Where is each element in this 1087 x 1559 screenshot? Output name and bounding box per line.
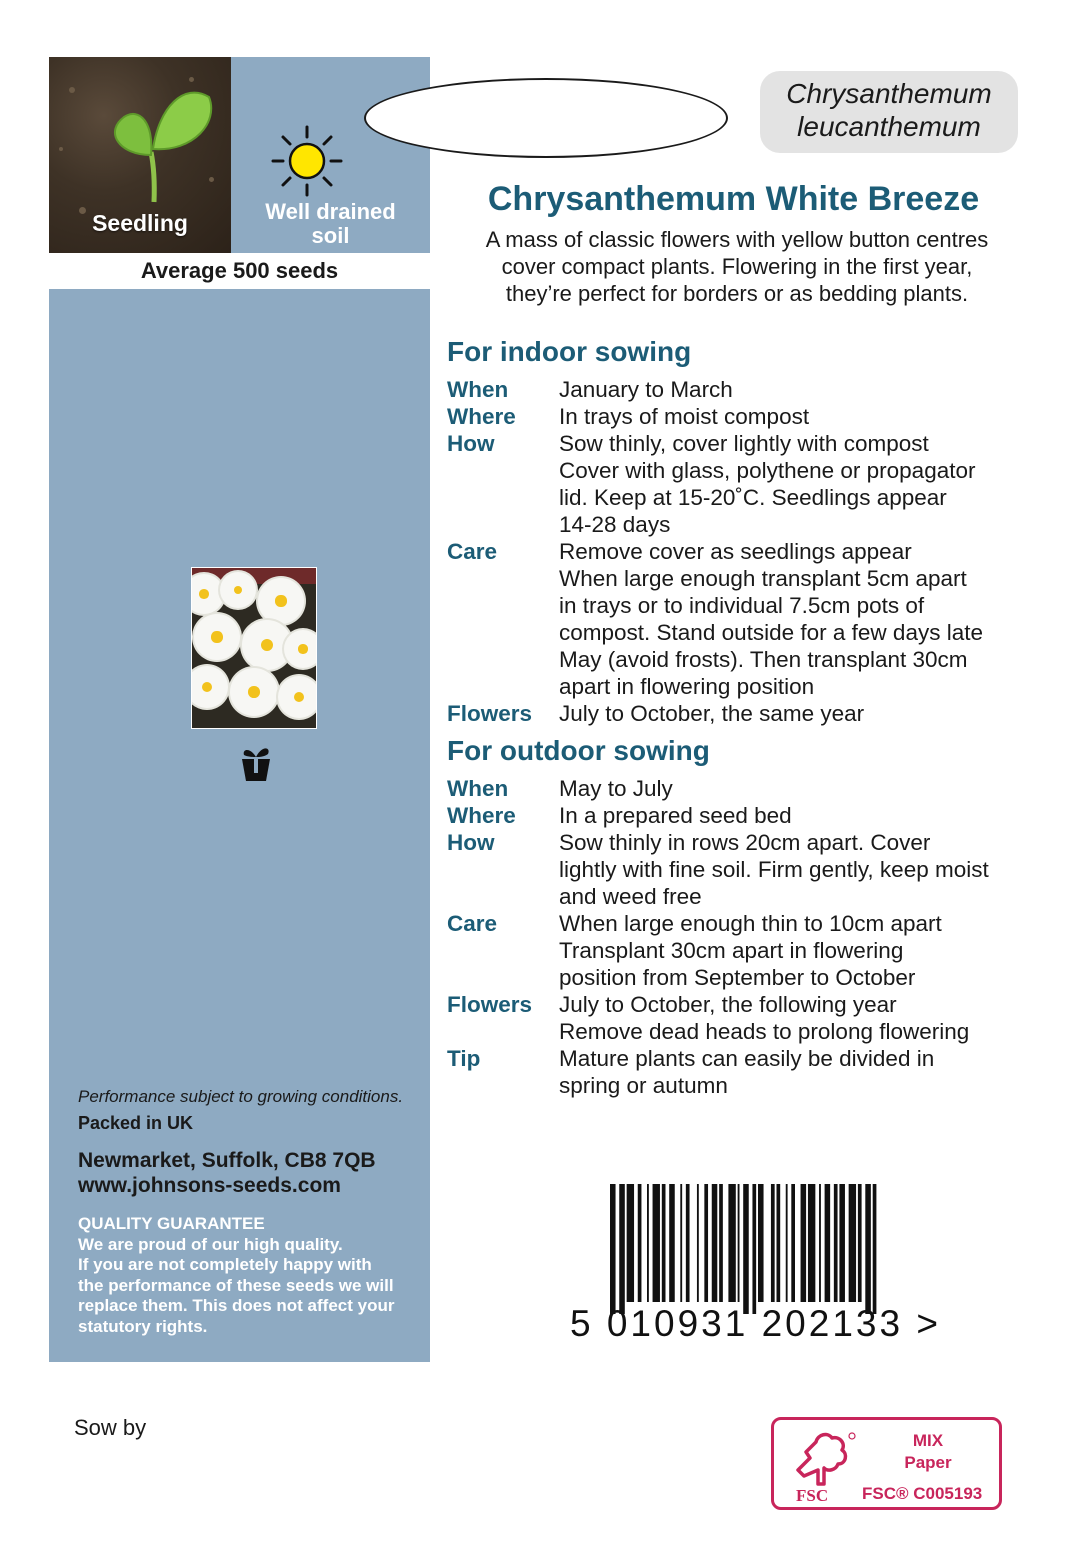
address-line: Newmarket, Suffolk, CB8 7QB: [78, 1149, 376, 1172]
row-value-line: Remove cover as seedlings appear: [559, 539, 912, 564]
fsc-mix-paper: [864, 1430, 992, 1474]
barcode-bar: [791, 1184, 795, 1302]
sun-icon: [269, 123, 345, 199]
barcode-bar: [743, 1184, 749, 1314]
row-key: Flowers: [447, 701, 533, 726]
latin-name: [760, 71, 1018, 153]
outdoor-row-where: [447, 802, 1037, 829]
row-key: How: [447, 431, 495, 456]
row-value-line: July to October, the following year: [559, 992, 897, 1017]
barcode-bar: [686, 1184, 690, 1302]
row-key: Tip: [447, 1046, 481, 1071]
website-link: www.johnsons-seeds.com: [78, 1174, 341, 1197]
soil-label: [231, 200, 430, 248]
quality-guarantee: [78, 1214, 428, 1337]
row-value: [559, 430, 1037, 538]
row-value-line: position from September to October: [559, 965, 916, 990]
row-key: Care: [447, 539, 498, 564]
soil-label-line1: Well drained: [265, 199, 396, 224]
row-value: [559, 991, 1037, 1045]
barcode-bar: [662, 1184, 666, 1302]
company-address: [78, 1148, 428, 1198]
row-key: When: [447, 776, 509, 801]
sun-info: [231, 57, 430, 253]
average-seeds: Average 500 seeds: [49, 253, 430, 290]
row-value-line: Sow thinly in rows 20cm apart. Cover: [559, 830, 931, 855]
row-value-line: Mature plants can easily be divided in: [559, 1046, 935, 1071]
row-value-line: In trays of moist compost: [559, 404, 810, 429]
indoor-sowing-heading: For indoor sowing: [447, 336, 692, 367]
quality-line: If you are not completely happy with: [78, 1255, 372, 1274]
row-key: When: [447, 377, 509, 402]
outdoor-row-when: [447, 775, 1037, 802]
row-value-line: Remove dead heads to prolong flowering: [559, 1019, 970, 1044]
barcode-bar: [865, 1184, 871, 1314]
indoor-row-care: [447, 538, 1037, 700]
row-key: Care: [447, 911, 498, 936]
description-line: cover compact plants. Flowering in the first year,: [501, 254, 973, 279]
latin-name-line2: leucanthemum: [797, 111, 981, 142]
indoor-row-how: [447, 430, 1037, 538]
description-line: they’re perfect for borders or as bedding plants.: [505, 281, 969, 306]
row-value-line: July to October, the same year: [559, 701, 865, 726]
row-value: [559, 700, 1037, 727]
row-value-line: 14-28 days: [559, 512, 671, 537]
barcode-bar: [669, 1184, 675, 1302]
product-title: Chrysanthemum White Breeze: [487, 180, 980, 218]
row-value: [559, 802, 1037, 829]
barcode-bar: [873, 1184, 877, 1314]
row-value: [559, 403, 1037, 430]
row-value: [559, 538, 1037, 700]
row-value: [559, 775, 1037, 802]
row-value-line: lid. Keep at 15-20˚C. Seedlings appear: [559, 485, 947, 510]
barcode-bar: [758, 1184, 764, 1302]
fsc-logo-word: FSC: [796, 1486, 829, 1505]
row-value-line: May to July: [559, 776, 673, 801]
indoor-row-where: [447, 403, 1037, 430]
row-value-line: When large enough transplant 5cm apart: [559, 566, 967, 591]
barcode-bar: [819, 1184, 821, 1302]
barcode-bar: [610, 1184, 616, 1314]
quality-line: statutory rights.: [78, 1316, 208, 1336]
johnsons-logo: [238, 743, 274, 789]
row-value-line: Transplant 30cm apart in flowering: [559, 938, 904, 963]
barcode-bar: [834, 1184, 838, 1302]
barcode-bar: [697, 1184, 699, 1302]
performance-note: Performance subject to growing conditions.: [78, 1087, 404, 1106]
row-value-line: and weed free: [559, 884, 702, 909]
outdoor-row-care: [447, 910, 1037, 991]
barcode-bar: [786, 1184, 788, 1302]
row-value-line: Sow thinly, cover lightly with compost: [559, 431, 929, 456]
barcode-bar: [801, 1184, 807, 1302]
packed-in: Packed in UK: [78, 1113, 194, 1133]
row-value: [559, 829, 1037, 910]
soil-label-line2: soil: [311, 223, 350, 248]
row-key: How: [447, 830, 495, 855]
row-key: Flowers: [447, 992, 533, 1017]
row-value-line: lightly with fine soil. Firm gently, keep moist: [559, 857, 989, 882]
outdoor-row-how: [447, 829, 1037, 910]
quality-line: the performance of these seeds we will: [78, 1275, 394, 1295]
seedling-photo: [49, 57, 231, 253]
barcode-bar: [808, 1184, 815, 1302]
quality-line: replace them. This does not affect your: [78, 1296, 395, 1315]
row-value-line: in trays or to individual 7.5cm pots of: [559, 593, 925, 618]
barcode-bar: [647, 1184, 649, 1302]
barcode-bar: [825, 1184, 831, 1302]
row-value-line: January to March: [559, 377, 733, 402]
row-key: Where: [447, 803, 516, 828]
barcode-bar: [627, 1184, 634, 1302]
description-line: A mass of classic flowers with yellow button centres: [485, 227, 989, 252]
seedling-label: Seedling: [92, 210, 188, 236]
fsc-mix: MIX: [912, 1431, 944, 1450]
row-value-line: compost. Stand outside for a few days late: [559, 620, 983, 645]
blank-label-oval: [364, 78, 728, 158]
fsc-badge: [771, 1417, 1002, 1510]
barcode-bar: [619, 1184, 625, 1314]
barcode-bar: [728, 1184, 735, 1302]
barcode-bar: [858, 1184, 862, 1302]
product-description: [440, 226, 1034, 307]
barcode: [610, 1184, 980, 1314]
row-value-line: When large enough thin to 10cm apart: [559, 911, 942, 936]
outdoor-row-tip: [447, 1045, 1037, 1099]
barcode-bar: [712, 1184, 718, 1302]
barcode-bar: [839, 1184, 845, 1302]
barcode-bar: [738, 1184, 740, 1302]
quality-line: We are proud of our high quality.: [78, 1234, 343, 1254]
barcode-number: 5 010931 202133 >: [570, 1303, 941, 1344]
fsc-tree-icon: [788, 1430, 858, 1490]
row-value-line: Cover with glass, polythene or propagator: [559, 458, 976, 483]
row-value-line: spring or autumn: [559, 1073, 728, 1098]
barcode-bar: [752, 1184, 756, 1314]
outdoor-sowing-table: [447, 775, 1037, 1099]
row-value: [559, 1045, 1037, 1099]
sow-by-label: Sow by: [74, 1415, 147, 1440]
seedling-leaf-icon: [99, 77, 219, 207]
flower-photo: [191, 567, 317, 729]
fsc-paper: Paper: [904, 1453, 952, 1472]
barcode-bar: [638, 1184, 642, 1302]
barcode-bar: [653, 1184, 660, 1302]
row-value-line: apart in flowering position: [559, 674, 815, 699]
barcode-bar: [777, 1184, 781, 1302]
indoor-sowing-table: [447, 376, 1037, 727]
row-value-line: In a prepared seed bed: [559, 803, 792, 828]
barcode-bar: [849, 1184, 856, 1302]
indoor-row-when: [447, 376, 1037, 403]
barcode-bar: [771, 1184, 775, 1302]
outdoor-sowing-heading: For outdoor sowing: [447, 735, 710, 766]
row-key: Where: [447, 404, 516, 429]
barcode-bar: [704, 1184, 708, 1302]
row-value-line: May (avoid frosts). Then transplant 30cm: [559, 647, 968, 672]
outdoor-row-flowers: [447, 991, 1037, 1045]
quality-title: QUALITY GUARANTEE: [78, 1214, 265, 1233]
row-value: [559, 376, 1037, 403]
fsc-code: FSC® C005193: [862, 1484, 983, 1503]
barcode-bar: [719, 1184, 723, 1302]
indoor-row-flowers: [447, 700, 1037, 727]
latin-name-line1: Chrysanthemum: [786, 78, 992, 109]
barcode-bar: [680, 1184, 682, 1302]
row-value: [559, 910, 1037, 991]
